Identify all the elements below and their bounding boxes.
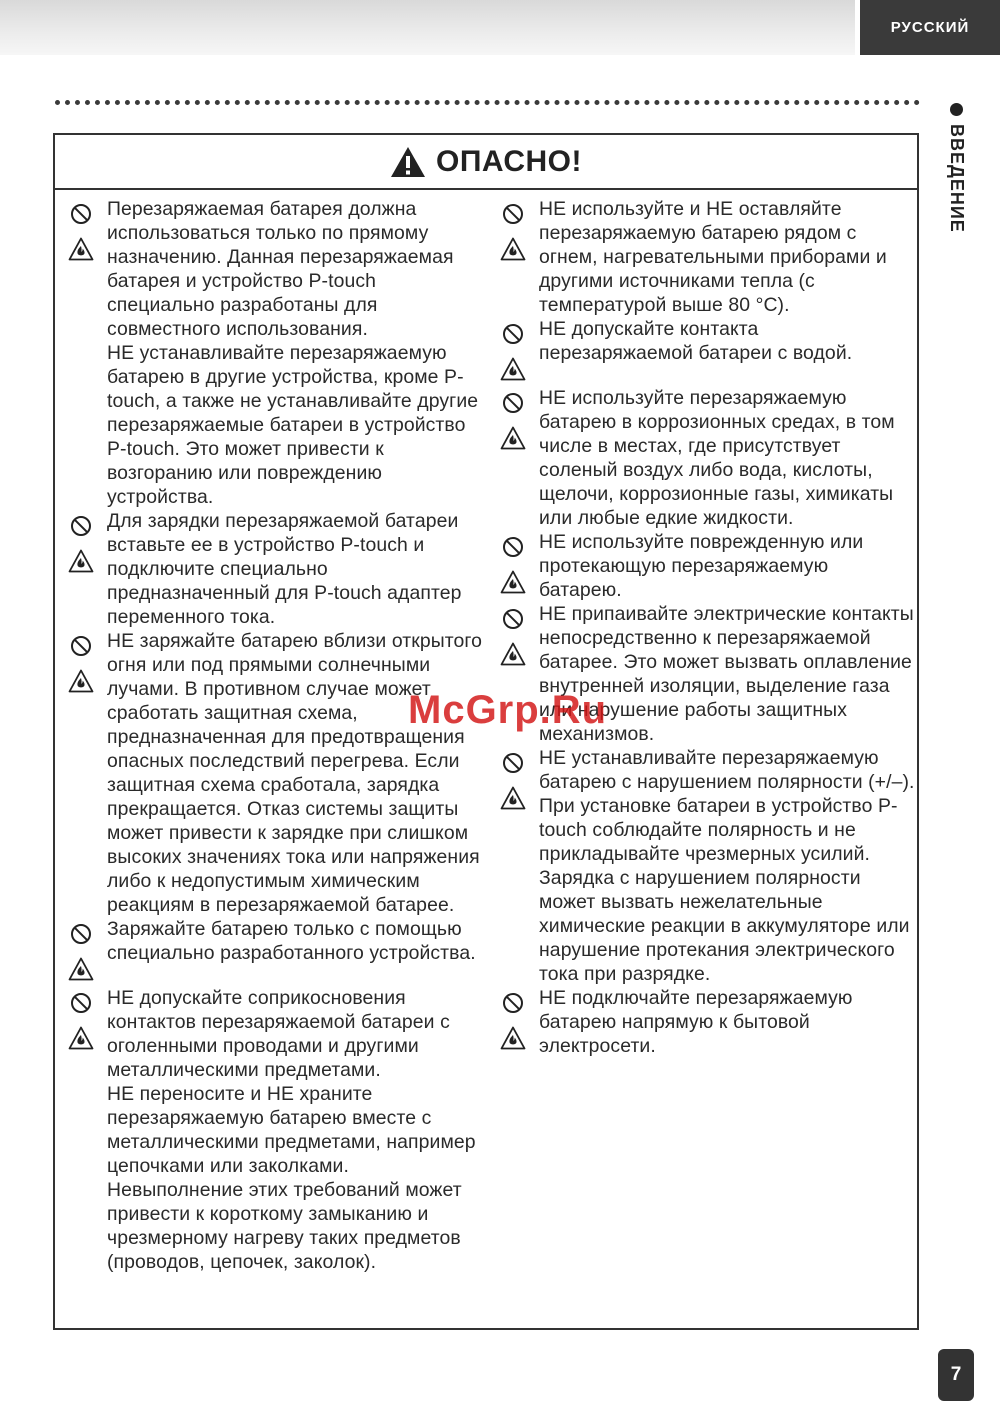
item-icons: [55, 986, 107, 1274]
fire-warning-icon: [500, 642, 526, 671]
item-icons: [55, 917, 107, 986]
prohibition-icon: [502, 536, 524, 563]
warning-paragraph: НЕ допускайте контакта перезаряжаемой батареи с водой.: [539, 318, 853, 364]
item-text: [539, 530, 915, 602]
prohibition-icon: [70, 203, 92, 230]
danger-title: ОПАСНО!: [436, 144, 582, 178]
fire-warning-icon: [500, 570, 526, 599]
prohibition-icon: [502, 323, 524, 350]
item-icons: [487, 317, 539, 386]
watermark: McGrp.Ru: [408, 688, 608, 732]
warning-paragraph: Заряжайте батарею только с помощью специально разработанного устройства.: [107, 918, 476, 964]
warning-paragraph: НЕ заряжайте батарею вблизи открытого огня или под прямыми солнечными лучами. В противном случае может сработать защитная схема, предназначенная для предотвращения опасных последствий перегрева. Если защитная схема сработала, зарядка прекращается. Отказ системы защиты может привести к зарядке при слишком высоких значениях тока или напряжения либо к недопустимым химическим реакциям в перезаряжаемой батарее.: [107, 630, 483, 916]
warning-paragraph: НЕ устанавливайте перезаряжаемую батарею с нарушением полярности (+/–). При установке батареи в устройство P-touch соблюдайте полярность и не прикладывайте чрезмерных усилий. Зарядка с нарушением полярности может вызвать нежелательные химические реакции в аккумуляторе или нарушение протекания электрического тока при разрядке.: [539, 747, 915, 985]
prohibition-icon: [70, 635, 92, 662]
item-icons: [55, 509, 107, 629]
item-icons: [487, 986, 539, 1058]
page-number: 7: [938, 1349, 974, 1401]
left-column: [55, 197, 483, 1274]
prohibition-icon: [502, 392, 524, 419]
warning-item: [55, 197, 483, 509]
prohibition-icon: [70, 992, 92, 1019]
warning-paragraph: НЕ используйте поврежденную или протекающую перезаряжаемую батарею.: [539, 531, 864, 601]
item-text: [107, 509, 483, 629]
header-band: [0, 0, 855, 55]
item-text: [539, 746, 915, 986]
warning-paragraph: НЕ припаивайте электрические контакты непосредственно к перезаряжаемой батарее. Это может вызвать оплавление внутренней изоляции, выделение газа или нарушение работы защитных механизмов.: [539, 603, 914, 745]
item-icons: [55, 197, 107, 509]
fire-warning-icon: [500, 357, 526, 386]
warning-paragraph: Для зарядки перезаряжаемой батареи вставьте ее в устройство P-touch и подключите специально предназначенный для P-touch адаптер переменного тока.: [107, 510, 462, 628]
item-text: [107, 197, 483, 509]
fire-warning-icon: [68, 957, 94, 986]
language-tab: РУССКИЙ: [860, 0, 1000, 55]
prohibition-icon: [502, 608, 524, 635]
warning-item: [487, 197, 915, 317]
item-text: [107, 986, 483, 1274]
item-text: [107, 629, 483, 917]
fire-warning-icon: [500, 426, 526, 455]
warning-paragraph: НЕ подключайте перезаряжаемую батарею напрямую к бытовой электросети.: [539, 987, 853, 1057]
warning-item: [55, 986, 483, 1274]
warning-item: [487, 386, 915, 530]
warning-triangle-icon: [390, 146, 426, 178]
warning-item: [487, 986, 915, 1058]
fire-warning-icon: [68, 549, 94, 578]
fire-warning-icon: [500, 786, 526, 815]
fire-warning-icon: [68, 1026, 94, 1055]
warning-paragraph: НЕ используйте и НЕ оставляйте перезаряжаемую батарею рядом с огнем, нагревательными приборами и другими источниками тепла (с температурой выше 80 °C).: [539, 198, 887, 316]
warning-item: [487, 746, 915, 986]
warning-item: [487, 317, 915, 386]
item-text: [539, 317, 915, 386]
warning-item: [487, 530, 915, 602]
fire-warning-icon: [500, 237, 526, 266]
warning-item: [55, 509, 483, 629]
item-icons: [487, 386, 539, 530]
fire-warning-icon: [500, 1026, 526, 1055]
warning-item: [55, 917, 483, 986]
fire-warning-icon: [68, 669, 94, 698]
prohibition-icon: [502, 203, 524, 230]
item-text: [107, 917, 483, 986]
item-text: [539, 386, 915, 530]
warning-paragraph: НЕ устанавливайте перезаряжаемую батарею в другие устройства, кроме P-touch, а также не устанавливайте другие перезаряжаемые батареи в устройство P-touch. Это может привести к возгоранию или повреждению устройства.: [107, 342, 479, 508]
prohibition-icon: [70, 923, 92, 950]
warning-paragraph: Перезаряжаемая батарея должна использоваться только по прямому назначению. Данная перезаряжаемая батарея и устройство P-touch специально разработаны для совместного использования.: [107, 198, 454, 340]
warning-item: [55, 629, 483, 917]
item-text: [539, 197, 915, 317]
item-icons: [55, 629, 107, 917]
dotted-divider: [55, 100, 920, 105]
item-text: [539, 986, 915, 1058]
item-icons: [487, 197, 539, 317]
item-icons: [487, 530, 539, 602]
prohibition-icon: [502, 992, 524, 1019]
prohibition-icon: [502, 752, 524, 779]
item-icons: [487, 746, 539, 986]
warning-paragraph: НЕ используйте перезаряжаемую батарею в коррозионных средах, в том числе в местах, где присутствует соленый воздух либо вода, кислоты, щелочи, коррозионные газы, химикаты или любые едкие жидкости.: [539, 387, 895, 529]
section-bullet-icon: [950, 103, 963, 116]
right-column: [487, 197, 915, 1058]
warning-paragraph: НЕ допускайте соприкосновения контактов перезаряжаемой батареи с оголенными проводами и другими металлическими предметами.: [107, 987, 450, 1081]
danger-header: [55, 135, 917, 190]
prohibition-icon: [70, 515, 92, 542]
warning-paragraph: НЕ переносите и НЕ храните перезаряжаемую батарею вместе с металлическими предметами, например цепочками или заколками. Невыполнение этих требований может привести к короткому замыканию и чрезмерному нагреву таких предметов (проводов, цепочек, заколок).: [107, 1083, 476, 1273]
fire-warning-icon: [68, 237, 94, 266]
section-label: ВВЕДЕНИЕ: [947, 124, 967, 233]
